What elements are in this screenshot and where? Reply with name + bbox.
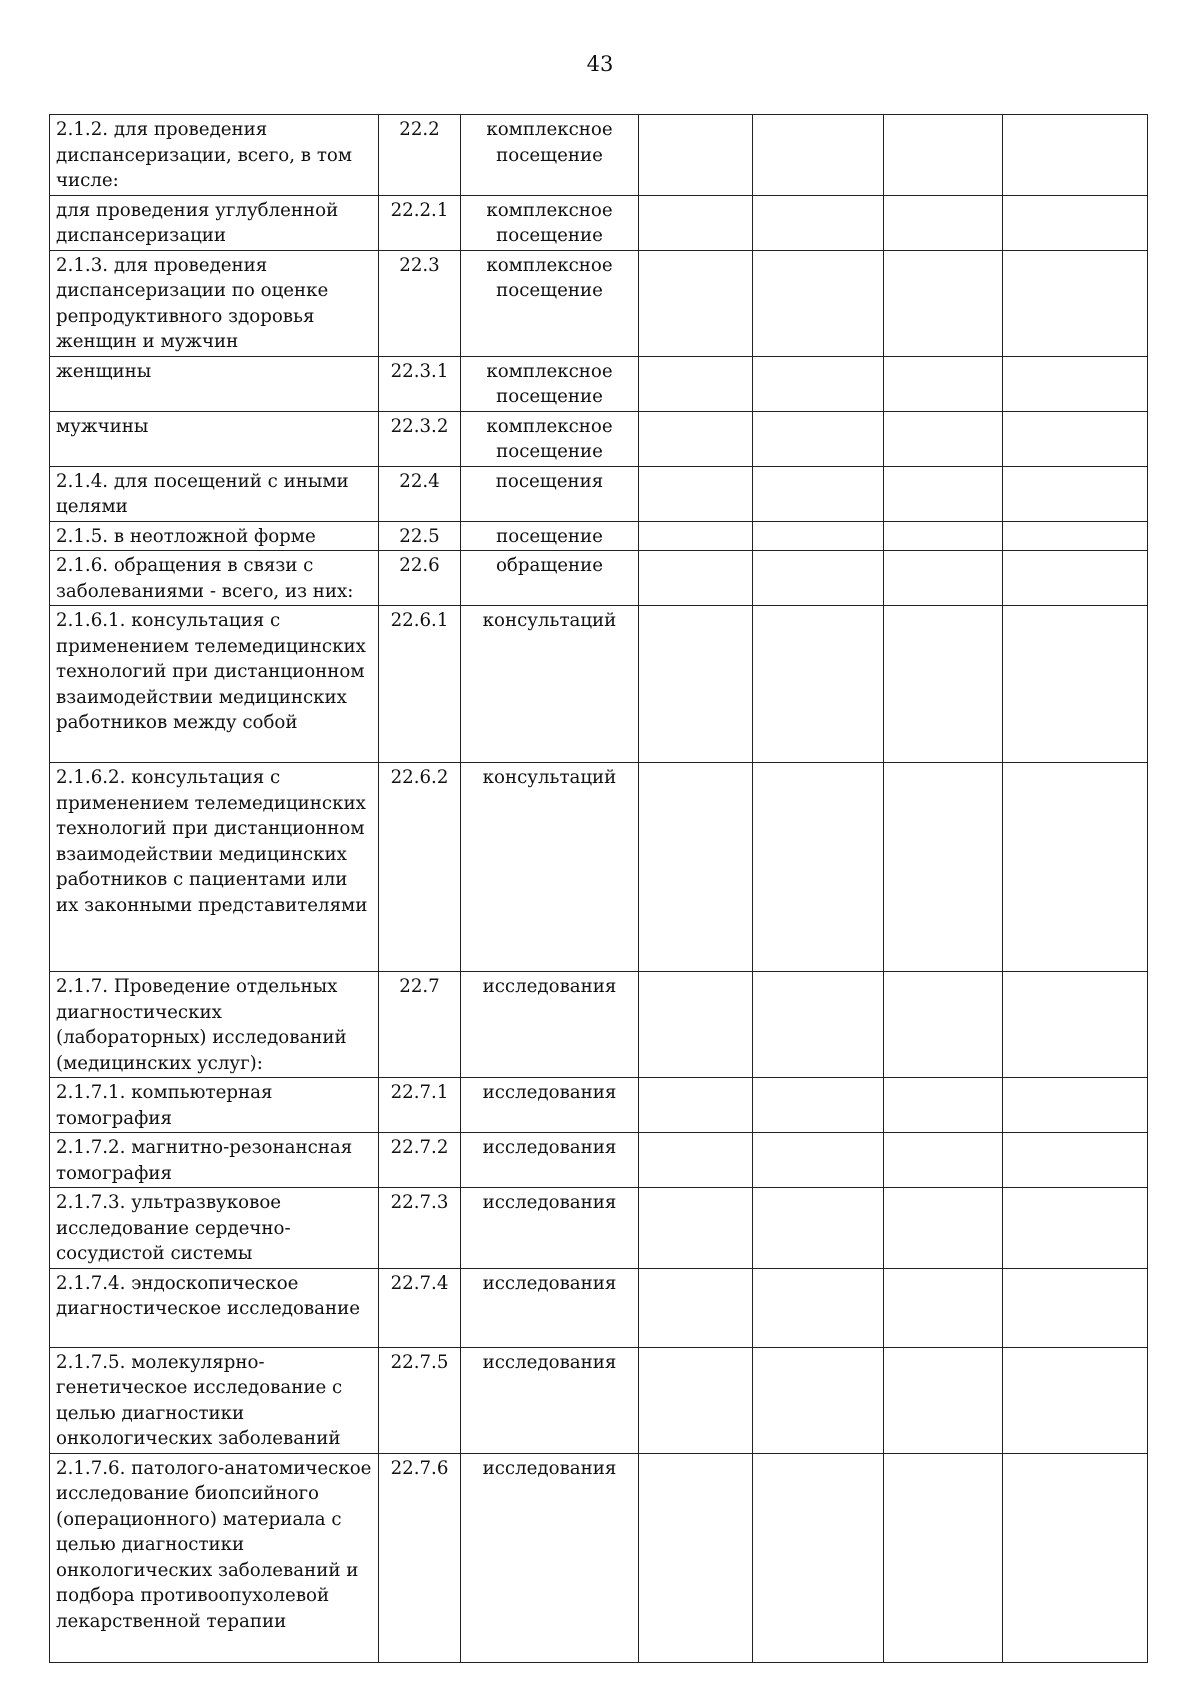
value-cell (1003, 356, 1148, 411)
table-row (50, 466, 1148, 521)
row-code-cell: 22.7.3 (379, 1188, 461, 1269)
table-row (50, 1078, 1148, 1133)
table-row (50, 763, 1148, 972)
value-cell (1003, 1268, 1148, 1347)
value-cell (639, 972, 753, 1078)
value-cell (753, 1078, 884, 1133)
value-cell (1003, 1453, 1148, 1662)
value-cell (884, 521, 1003, 551)
value-cell (639, 250, 753, 356)
row-code-cell: 22.3.2 (379, 411, 461, 466)
value-cell (884, 1133, 1003, 1188)
table-row (50, 521, 1148, 551)
row-unit-cell: исследования (461, 1188, 639, 1269)
value-cell (753, 606, 884, 763)
row-unit-cell: комплексное посещение (461, 195, 639, 250)
value-cell (639, 195, 753, 250)
value-cell (1003, 606, 1148, 763)
row-name-cell: 2.1.7.5. молекулярно-генетическое исследование с целью диагностики онкологических заболеваний (50, 1347, 379, 1453)
row-name-cell: 2.1.2. для проведения диспансеризации, всего, в том числе: (50, 115, 379, 196)
value-cell (1003, 1133, 1148, 1188)
row-code-cell: 22.7.2 (379, 1133, 461, 1188)
value-cell (639, 115, 753, 196)
row-unit-cell: консультаций (461, 606, 639, 763)
row-unit-cell: исследования (461, 1133, 639, 1188)
row-unit-cell: комплексное посещение (461, 250, 639, 356)
row-code-cell: 22.2.1 (379, 195, 461, 250)
value-cell (753, 356, 884, 411)
row-name-cell: для проведения углубленной диспансеризации (50, 195, 379, 250)
value-cell (753, 763, 884, 972)
value-cell (753, 1188, 884, 1269)
table-row (50, 115, 1148, 196)
value-cell (1003, 466, 1148, 521)
row-name-cell: 2.1.7.2. магнитно-резонансная томография (50, 1133, 379, 1188)
table-row (50, 1133, 1148, 1188)
row-name-cell: мужчины (50, 411, 379, 466)
row-code-cell: 22.3.1 (379, 356, 461, 411)
value-cell (884, 1078, 1003, 1133)
value-cell (753, 1347, 884, 1453)
value-cell (884, 763, 1003, 972)
row-name-cell: 2.1.6. обращения в связи с заболеваниями - всего, из них: (50, 551, 379, 606)
row-name-cell: 2.1.5. в неотложной форме (50, 521, 379, 551)
row-unit-cell: комплексное посещение (461, 411, 639, 466)
value-cell (639, 763, 753, 972)
row-name-cell: 2.1.6.2. консультация с применением телемедицинских технологий при дистанционном взаимодействии медицинских работников с пациентами или их законными представителями (50, 763, 379, 972)
value-cell (639, 411, 753, 466)
value-cell (753, 521, 884, 551)
row-code-cell: 22.7.4 (379, 1268, 461, 1347)
row-unit-cell: исследования (461, 972, 639, 1078)
row-code-cell: 22.7.5 (379, 1347, 461, 1453)
row-name-cell: 2.1.7.3. ультразвуковое исследование сердечно-сосудистой системы (50, 1188, 379, 1269)
value-cell (639, 1347, 753, 1453)
row-code-cell: 22.2 (379, 115, 461, 196)
value-cell (884, 972, 1003, 1078)
row-code-cell: 22.7 (379, 972, 461, 1078)
value-cell (884, 606, 1003, 763)
value-cell (753, 1453, 884, 1662)
value-cell (884, 1268, 1003, 1347)
value-cell (753, 115, 884, 196)
value-cell (639, 1133, 753, 1188)
table-row (50, 250, 1148, 356)
row-code-cell: 22.6.2 (379, 763, 461, 972)
value-cell (753, 466, 884, 521)
value-cell (753, 411, 884, 466)
value-cell (884, 195, 1003, 250)
row-unit-cell: консультаций (461, 763, 639, 972)
data-table (49, 114, 1148, 1663)
table-row (50, 1453, 1148, 1662)
page-number: 43 (586, 52, 614, 76)
row-unit-cell: обращение (461, 551, 639, 606)
value-cell (884, 1453, 1003, 1662)
row-name-cell: женщины (50, 356, 379, 411)
value-cell (884, 1188, 1003, 1269)
row-name-cell: 2.1.6.1. консультация с применением телемедицинских технологий при дистанционном взаимодействии медицинских работников между собой (50, 606, 379, 763)
value-cell (1003, 1188, 1148, 1269)
value-cell (753, 972, 884, 1078)
row-name-cell: 2.1.7.4. эндоскопическое диагностическое исследование (50, 1268, 379, 1347)
value-cell (639, 1078, 753, 1133)
row-code-cell: 22.6 (379, 551, 461, 606)
value-cell (1003, 972, 1148, 1078)
value-cell (753, 1268, 884, 1347)
row-unit-cell: исследования (461, 1453, 639, 1662)
value-cell (639, 1453, 753, 1662)
row-unit-cell: комплексное посещение (461, 356, 639, 411)
table-row (50, 972, 1148, 1078)
value-cell (884, 551, 1003, 606)
row-unit-cell: комплексное посещение (461, 115, 639, 196)
row-code-cell: 22.7.6 (379, 1453, 461, 1662)
value-cell (1003, 763, 1148, 972)
value-cell (753, 551, 884, 606)
value-cell (1003, 521, 1148, 551)
table-row (50, 1268, 1148, 1347)
row-unit-cell: исследования (461, 1347, 639, 1453)
value-cell (1003, 250, 1148, 356)
value-cell (639, 551, 753, 606)
value-cell (884, 1347, 1003, 1453)
value-cell (639, 356, 753, 411)
table-row (50, 1347, 1148, 1453)
value-cell (1003, 115, 1148, 196)
row-unit-cell: посещение (461, 521, 639, 551)
row-code-cell: 22.6.1 (379, 606, 461, 763)
value-cell (753, 195, 884, 250)
value-cell (753, 1133, 884, 1188)
table-row (50, 606, 1148, 763)
table-row (50, 411, 1148, 466)
value-cell (1003, 195, 1148, 250)
value-cell (639, 606, 753, 763)
value-cell (639, 1188, 753, 1269)
value-cell (639, 1268, 753, 1347)
value-cell (1003, 411, 1148, 466)
row-name-cell: 2.1.7.6. патолого-анатомическое исследование биопсийного (операционного) материала с целью диагностики онкологических заболеваний и подбора противоопухолевой лекарственной терапии (50, 1453, 379, 1662)
value-cell (884, 411, 1003, 466)
row-code-cell: 22.5 (379, 521, 461, 551)
row-code-cell: 22.3 (379, 250, 461, 356)
value-cell (884, 356, 1003, 411)
value-cell (639, 521, 753, 551)
row-name-cell: 2.1.3. для проведения диспансеризации по оценке репродуктивного здоровья женщин и мужчин (50, 250, 379, 356)
row-code-cell: 22.4 (379, 466, 461, 521)
value-cell (1003, 1347, 1148, 1453)
table-row (50, 356, 1148, 411)
row-name-cell: 2.1.7.1. компьютерная томография (50, 1078, 379, 1133)
value-cell (1003, 1078, 1148, 1133)
value-cell (639, 466, 753, 521)
table-row (50, 195, 1148, 250)
row-name-cell: 2.1.4. для посещений с иными целями (50, 466, 379, 521)
table-row (50, 551, 1148, 606)
value-cell (1003, 551, 1148, 606)
value-cell (884, 250, 1003, 356)
row-unit-cell: исследования (461, 1078, 639, 1133)
table-row (50, 1188, 1148, 1269)
row-code-cell: 22.7.1 (379, 1078, 461, 1133)
value-cell (884, 115, 1003, 196)
row-name-cell: 2.1.7. Проведение отдельных диагностических (лабораторных) исследований (медицинских услуг): (50, 972, 379, 1078)
row-unit-cell: посещения (461, 466, 639, 521)
value-cell (884, 466, 1003, 521)
row-unit-cell: исследования (461, 1268, 639, 1347)
value-cell (753, 250, 884, 356)
